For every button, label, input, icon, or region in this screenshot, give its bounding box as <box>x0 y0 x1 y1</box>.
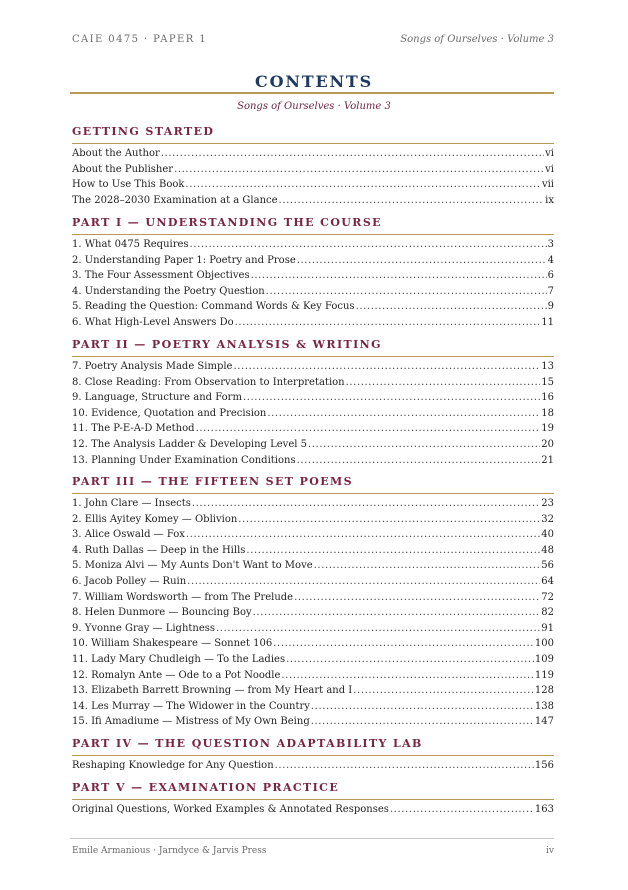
header-left: CAIE 0475 · PAPER 1 <box>72 34 208 45</box>
section-part-1 <box>72 216 554 331</box>
toc-entry-label: Reshaping Knowledge for Any Question <box>72 760 274 771</box>
section-part-2 <box>72 338 554 468</box>
dot-leader <box>275 758 534 774</box>
dot-leader <box>286 652 534 668</box>
toc-entry[interactable] <box>72 406 554 422</box>
dot-leader <box>353 683 534 699</box>
toc-entry-page: 18 <box>541 407 554 419</box>
dot-leader <box>297 253 547 269</box>
toc-entry-label: 14. Les Murray — The Widower in the Country <box>72 700 310 712</box>
toc-entry-label: 6. Jacob Polley — Ruin <box>72 575 187 587</box>
toc-entry-page: 64 <box>541 575 554 587</box>
toc-entry-page: 82 <box>541 607 554 619</box>
dot-leader <box>161 146 544 162</box>
toc-entry-page: 16 <box>541 392 554 404</box>
toc-entry-label: 8. Close Reading: From Observation to Interpretation <box>72 376 345 388</box>
toc-entry[interactable] <box>72 636 554 652</box>
toc-entry-label: 7. William Wordsworth — from The Prelude <box>72 591 294 603</box>
toc-entry[interactable] <box>72 299 554 315</box>
toc-entry-label: 5. Reading the Question: Command Words & Key Focus <box>72 301 355 313</box>
dot-leader <box>185 177 541 193</box>
toc-entry-page: 3 <box>547 239 554 250</box>
footer-rule <box>70 838 554 839</box>
dot-leader <box>279 193 545 209</box>
dot-leader <box>267 406 540 422</box>
toc-entry-page: vi <box>545 148 554 159</box>
toc-entry[interactable] <box>72 590 554 606</box>
toc-entry-label: 5. Moniza Alvi — My Aunts Don't Want to Move <box>72 560 313 572</box>
toc-entry[interactable] <box>72 375 554 391</box>
title-rule <box>70 92 554 94</box>
toc-entry-page: 6 <box>547 270 554 282</box>
toc-entry-label: 6. What High-Level Answers Do <box>72 316 234 328</box>
section-rule <box>72 799 554 800</box>
section-heading: PART I — UNDERSTANDING THE COURSE <box>72 216 382 229</box>
toc-entry-label: 4. Ruth Dallas — Deep in the Hills <box>72 544 246 556</box>
toc-entry[interactable] <box>72 714 554 730</box>
toc-entry-label: About the Author <box>72 148 160 159</box>
toc-entry[interactable] <box>72 512 554 528</box>
toc-entry-label: The 2028–2030 Examination at a Glance <box>72 194 278 206</box>
dot-leader <box>356 299 547 315</box>
toc-entry-page: 9 <box>547 301 554 313</box>
toc-entry[interactable] <box>72 605 554 621</box>
toc-entry[interactable] <box>72 268 554 284</box>
toc-entry[interactable] <box>72 683 554 699</box>
section-getting-started <box>72 125 554 208</box>
toc-entry[interactable] <box>72 237 554 253</box>
toc-entry-page: 21 <box>541 454 554 466</box>
toc-entry-page: 19 <box>541 423 554 435</box>
page-footer <box>72 846 554 856</box>
toc-entry-label: 12. Romalyn Ante — Ode to a Pot Noodle <box>72 669 281 681</box>
toc-entry-page: 13 <box>541 361 554 372</box>
toc-entry-page: 32 <box>541 513 554 525</box>
footer-page-number: iv <box>546 846 554 856</box>
dot-leader <box>251 268 547 284</box>
toc-entry[interactable] <box>72 802 554 818</box>
toc-entry-label: 15. Ifi Amadiume — Mistress of My Own Being <box>72 716 310 728</box>
toc-entry-page: 7 <box>547 285 554 297</box>
toc-entry-label: Original Questions, Worked Examples & Annotated Responses <box>72 804 389 815</box>
dot-leader <box>294 590 540 606</box>
dot-leader <box>233 359 540 375</box>
toc-entry[interactable] <box>72 558 554 574</box>
dot-leader <box>308 437 540 453</box>
dot-leader <box>238 512 540 528</box>
dot-leader <box>216 621 540 637</box>
toc-entry-label: 11. The P-E-A-D Method <box>72 423 195 435</box>
toc-entry-label: 13. Planning Under Examination Conditions <box>72 454 296 466</box>
toc-entry-page: 15 <box>541 376 554 388</box>
toc-entry-page: 4 <box>547 254 554 266</box>
toc-entry[interactable] <box>72 390 554 406</box>
toc-entry-page: 11 <box>541 316 554 328</box>
toc-entry-page: 109 <box>534 653 554 665</box>
section-heading: PART V — EXAMINATION PRACTICE <box>72 781 340 794</box>
section-heading: PART III — THE FIFTEEN SET POEMS <box>72 475 353 488</box>
section-part-5 <box>72 781 554 818</box>
toc-entry-page: vii <box>541 179 554 191</box>
dot-leader <box>311 699 534 715</box>
toc-entry-label: 9. Language, Structure and Form <box>72 392 242 404</box>
toc-entry-label: 2. Understanding Paper 1: Poetry and Prose <box>72 254 296 266</box>
toc-entry[interactable] <box>72 359 554 375</box>
toc-entry-page: 138 <box>534 700 554 712</box>
dot-leader <box>311 714 534 730</box>
section-rule <box>72 143 554 144</box>
running-header <box>72 34 554 48</box>
dot-leader <box>243 390 540 406</box>
toc-entry[interactable] <box>72 315 554 331</box>
dot-leader <box>186 527 540 543</box>
toc-entry-label: 7. Poetry Analysis Made Simple <box>72 361 233 372</box>
dot-leader <box>266 284 547 300</box>
section-heading: GETTING STARTED <box>72 125 215 138</box>
toc-entry-page: 100 <box>534 638 554 650</box>
dot-leader <box>253 605 541 621</box>
toc-entry-label: 1. John Clare — Insects <box>72 498 191 509</box>
toc-entry-label: 2. Ellis Ayitey Komey — Oblivion <box>72 513 238 525</box>
dot-leader <box>190 237 547 253</box>
toc-entry[interactable] <box>72 652 554 668</box>
toc-entry[interactable] <box>72 162 554 178</box>
toc-entry[interactable] <box>72 453 554 469</box>
section-part-3 <box>72 475 554 730</box>
dot-leader <box>174 162 544 178</box>
dot-leader <box>273 636 534 652</box>
toc-entry-label: 10. Evidence, Quotation and Precision <box>72 407 267 419</box>
toc-entry-page: 20 <box>541 438 554 450</box>
toc-entry-label: 11. Lady Mary Chudleigh — To the Ladies <box>72 653 286 665</box>
dot-leader <box>246 543 540 559</box>
toc-entry-page: 40 <box>541 529 554 541</box>
section-part-4 <box>72 737 554 774</box>
toc-entry[interactable] <box>72 574 554 590</box>
toc-entry-label: About the Publisher <box>72 163 174 175</box>
toc-entry-label: 8. Helen Dunmore — Bouncing Boy <box>72 607 252 619</box>
dot-leader <box>314 558 541 574</box>
section-rule <box>72 493 554 494</box>
toc-entry[interactable] <box>72 543 554 559</box>
page-subtitle: Songs of Ourselves · Volume 3 <box>237 101 391 112</box>
toc-entry-page: 156 <box>534 760 554 771</box>
toc-entry-label: 4. Understanding the Poetry Question <box>72 285 265 297</box>
page-title: CONTENTS <box>255 72 373 91</box>
toc-entry[interactable] <box>72 527 554 543</box>
dot-leader <box>196 421 541 437</box>
toc-entry[interactable] <box>72 496 554 512</box>
toc-entry[interactable] <box>72 621 554 637</box>
toc-entry[interactable] <box>72 284 554 300</box>
toc-entry-page: 23 <box>541 498 554 509</box>
toc-entry-label: 13. Elizabeth Barrett Browning — from My Heart and I <box>72 685 353 697</box>
dot-leader <box>390 802 534 818</box>
footer-left: Emile Armanious · Jarndyce & Jarvis Press <box>72 846 267 856</box>
section-heading: PART II — POETRY ANALYSIS & WRITING <box>72 338 382 351</box>
toc-entry-label: 10. William Shakespeare — Sonnet 106 <box>72 638 273 650</box>
toc-entry[interactable] <box>72 758 554 774</box>
section-rule <box>72 234 554 235</box>
dot-leader <box>192 496 540 512</box>
section-heading: PART IV — THE QUESTION ADAPTABILITY LAB <box>72 737 423 750</box>
toc-entry-page: 163 <box>534 804 554 815</box>
toc-entry-page: 147 <box>534 716 554 728</box>
toc-entry[interactable] <box>72 699 554 715</box>
toc-entry-label: 12. The Analysis Ladder & Developing Level 5 <box>72 438 307 450</box>
dot-leader <box>281 668 534 684</box>
toc-entry-label: 1. What 0475 Requires <box>72 239 189 250</box>
toc-entry[interactable] <box>72 437 554 453</box>
toc-entry-page: 91 <box>541 622 554 634</box>
toc-entry[interactable] <box>72 253 554 269</box>
toc-entry-label: 3. Alice Oswald — Fox <box>72 529 185 541</box>
section-rule <box>72 356 554 357</box>
dot-leader <box>187 574 540 590</box>
toc-entry-label: How to Use This Book <box>72 179 185 191</box>
toc-entry[interactable] <box>72 193 554 209</box>
toc-entry[interactable] <box>72 146 554 162</box>
toc-entry-page: vi <box>545 163 554 175</box>
toc-entry-page: 72 <box>541 591 554 603</box>
toc-entry-page: 48 <box>541 544 554 556</box>
toc-entry[interactable] <box>72 421 554 437</box>
toc-entry-page: 56 <box>541 560 554 572</box>
toc-entry-page: 128 <box>534 685 554 697</box>
toc-entry-page: 119 <box>534 669 554 681</box>
section-rule <box>72 755 554 756</box>
toc-entry-page: ix <box>545 194 554 206</box>
toc-entry-label: 9. Yvonne Gray — Lightness <box>72 622 216 634</box>
dot-leader <box>297 453 541 469</box>
dot-leader <box>346 375 541 391</box>
header-right: Songs of Ourselves · Volume 3 <box>400 34 554 45</box>
toc-entry[interactable] <box>72 177 554 193</box>
toc-entry[interactable] <box>72 668 554 684</box>
toc-entry-label: 3. The Four Assessment Objectives <box>72 270 250 282</box>
dot-leader <box>235 315 541 331</box>
